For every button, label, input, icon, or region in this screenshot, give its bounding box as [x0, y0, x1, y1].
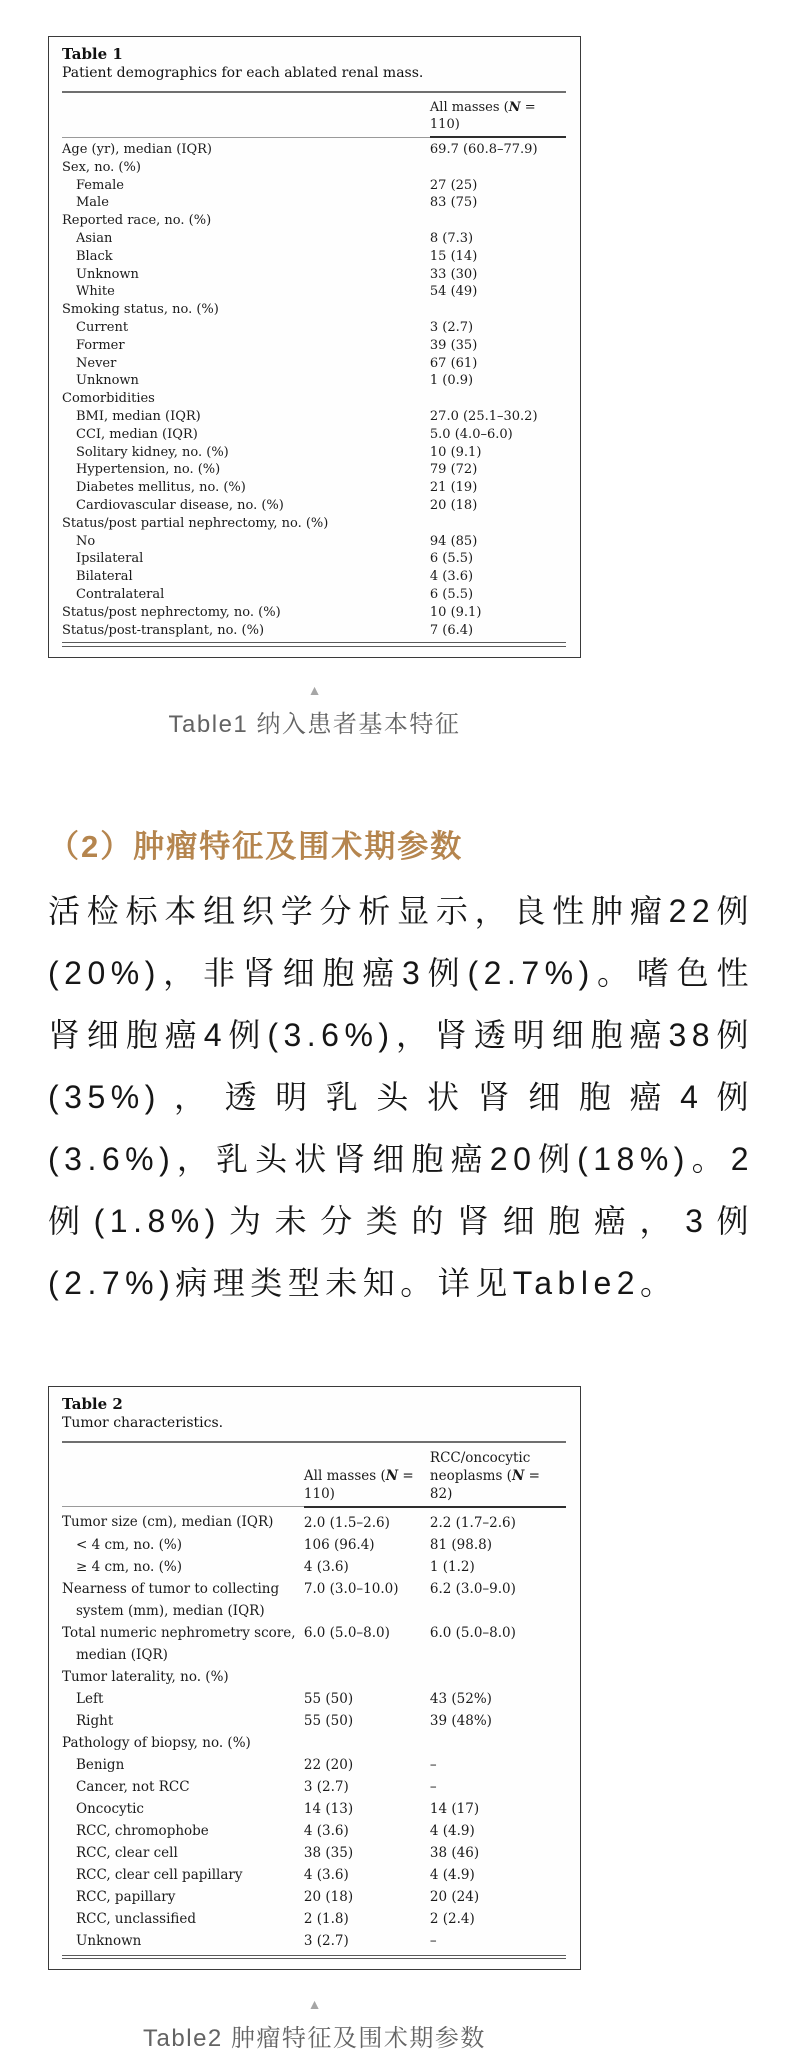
row-label: Solitary kidney, no. (%)	[76, 444, 229, 460]
row-label: Former	[76, 337, 125, 353]
row-value: 10 (9.1)	[429, 604, 482, 620]
table2-col-header-rcc: RCC/oncocytic neoplasms (N = 82)	[430, 1443, 566, 1507]
table-row	[62, 1578, 566, 1622]
row-label: Benign	[76, 1756, 125, 1773]
row-value-all-masses: 4 (3.6)	[303, 1822, 349, 1839]
row-label: Diabetes mellitus, no. (%)	[76, 480, 246, 496]
row-label: < 4 cm, no. (%)	[76, 1536, 182, 1553]
row-value: 1 (0.9)	[429, 373, 474, 389]
row-label: Asian	[76, 230, 113, 246]
table-row	[62, 1556, 566, 1578]
row-value-all-masses: 20 (18)	[303, 1888, 354, 1905]
table-row	[62, 1908, 566, 1930]
row-label: Hypertension, no. (%)	[76, 462, 221, 478]
row-value: 6 (5.5)	[429, 551, 474, 567]
table-row	[62, 479, 566, 497]
table-row	[62, 426, 566, 444]
row-value-all-masses: 38 (35)	[303, 1844, 354, 1861]
row-value: 15 (14)	[429, 248, 478, 264]
table-row	[62, 550, 566, 568]
table1-card	[48, 36, 581, 658]
row-value-all-masses: 4 (3.6)	[303, 1558, 349, 1575]
row-value: 39 (35)	[429, 337, 478, 353]
row-label: Unknown	[76, 1932, 142, 1949]
row-value-rcc: 2 (2.4)	[429, 1910, 475, 1927]
row-label: Oncocytic	[76, 1800, 144, 1817]
table-row	[62, 337, 566, 355]
table1-header-row	[62, 93, 566, 137]
row-value: 5.0 (4.0–6.0)	[429, 426, 513, 442]
row-value-rcc: 43 (52%)	[429, 1690, 492, 1707]
table-row	[62, 497, 566, 515]
table-row	[62, 533, 566, 551]
row-label: Sex, no. (%)	[62, 159, 141, 175]
table-row	[62, 408, 566, 426]
table-row	[62, 1754, 566, 1776]
row-value-all-masses: 2 (1.8)	[303, 1910, 349, 1927]
table-row	[62, 390, 566, 408]
row-label: Ipsilateral	[76, 551, 144, 567]
table1-caption-block	[48, 682, 581, 740]
row-label: Smoking status, no. (%)	[62, 302, 219, 318]
table2-caption-block	[48, 1996, 581, 2054]
up-triangle-icon: ▲	[307, 681, 322, 698]
table2-col-header-all-masses: All masses (N = 110)	[304, 1443, 430, 1507]
row-value-all-masses: 106 (96.4)	[303, 1536, 375, 1553]
row-label: Status/post partial nephrectomy, no. (%)	[62, 515, 329, 531]
table-row	[62, 622, 566, 640]
table-row	[62, 266, 566, 284]
table2-subtitle: Tumor characteristics.	[62, 1414, 224, 1431]
table-row	[62, 568, 566, 586]
row-value-rcc: 6.2 (3.0–9.0)	[429, 1580, 516, 1597]
row-label: Pathology of biopsy, no. (%)	[62, 1734, 251, 1751]
table-row	[62, 1710, 566, 1732]
table-row	[62, 604, 566, 622]
row-label: RCC, clear cell	[76, 1844, 178, 1861]
table-row	[62, 1666, 566, 1688]
table-row	[62, 212, 566, 230]
up-triangle-icon: ▲	[307, 1996, 322, 2013]
page-root	[0, 36, 800, 2053]
table-row	[62, 444, 566, 462]
row-value-all-masses: 22 (20)	[303, 1756, 354, 1773]
row-value-rcc: 4 (4.9)	[429, 1822, 475, 1839]
row-label: Unknown	[76, 266, 139, 282]
row-value: 27 (25)	[429, 177, 478, 193]
table-row	[62, 1776, 566, 1798]
table-row	[62, 1622, 566, 1666]
row-value: 20 (18)	[429, 497, 478, 513]
row-value-all-masses	[304, 1732, 430, 1754]
table-row	[62, 248, 566, 266]
table1-subtitle: Patient demographics for each ablated renal mass.	[62, 65, 424, 81]
row-value-rcc: 39 (48%)	[429, 1712, 492, 1729]
row-value-all-masses: 55 (50)	[303, 1712, 354, 1729]
row-label: Tumor laterality, no. (%)	[62, 1668, 229, 1685]
row-value: 3 (2.7)	[429, 319, 474, 335]
row-label: Left	[76, 1690, 104, 1707]
row-label: Never	[76, 355, 117, 371]
row-value-rcc: 20 (24)	[429, 1888, 480, 1905]
table-row	[62, 137, 566, 159]
row-value-rcc: 1 (1.2)	[429, 1558, 475, 1575]
row-value-all-masses: 3 (2.7)	[303, 1778, 349, 1795]
table-row	[62, 372, 566, 390]
row-value-rcc	[430, 1732, 566, 1754]
table1-col-header: All masses (N = 110)	[430, 93, 566, 137]
section-heading: （2）肿瘤特征及围术期参数	[48, 828, 464, 864]
row-value-all-masses	[304, 1666, 430, 1688]
table-row	[62, 159, 566, 177]
row-value-all-masses: 7.0 (3.0–10.0)	[303, 1580, 399, 1597]
table-row	[62, 1534, 566, 1556]
table-row	[62, 177, 566, 195]
body-paragraph: 活检标本组织学分析显示，良性肿瘤22例(20%)，非肾细胞癌3例(2.7%)。嗜色性肾细胞癌4例(3.6%)，肾透明细胞癌38例(35%)，透明乳头状肾细胞癌4例(3.6%)，乳头状肾细胞癌20例(18%)。2例(1.8%)为未分类的肾细胞癌，3例(2.7%)病理类型未知。详见Table2。	[48, 892, 754, 1301]
row-value-rcc: –	[429, 1756, 437, 1773]
row-label: Tumor size (cm), median (IQR)	[62, 1514, 274, 1531]
row-value-rcc: 81 (98.8)	[429, 1536, 492, 1553]
row-value-all-masses: 3 (2.7)	[303, 1932, 349, 1949]
row-label: Reported race, no. (%)	[62, 213, 212, 229]
row-value: 69.7 (60.8–77.9)	[429, 142, 538, 157]
row-value	[430, 515, 566, 533]
row-value-rcc: –	[429, 1932, 437, 1949]
row-value: 83 (75)	[429, 195, 478, 211]
row-value: 21 (19)	[429, 480, 478, 496]
row-label: Current	[76, 319, 129, 335]
row-value-all-masses: 2.0 (1.5–2.6)	[303, 1514, 390, 1531]
row-label: Age (yr), median (IQR)	[62, 141, 212, 157]
table-row	[62, 1732, 566, 1754]
table-row	[62, 194, 566, 212]
row-label: Female	[76, 177, 124, 193]
table-row	[62, 230, 566, 248]
row-value: 4 (3.6)	[429, 569, 474, 585]
row-value: 6 (5.5)	[429, 586, 474, 602]
table1	[62, 93, 566, 639]
table-row	[62, 1507, 566, 1534]
row-value: 54 (49)	[429, 284, 478, 300]
table-row	[62, 1798, 566, 1820]
row-value: 27.0 (25.1–30.2)	[429, 408, 538, 424]
row-value: 10 (9.1)	[429, 444, 482, 460]
table-row	[62, 515, 566, 533]
table-row	[62, 1688, 566, 1710]
row-label: Total numeric nephrometry score, median (IQR)	[62, 1624, 296, 1663]
row-value-all-masses: 6.0 (5.0–8.0)	[303, 1624, 390, 1641]
table-row	[62, 283, 566, 301]
row-label: CCI, median (IQR)	[76, 426, 198, 442]
row-label: ≥ 4 cm, no. (%)	[76, 1558, 182, 1575]
table2-caption: Table2 肿瘤特征及围术期参数	[143, 2025, 486, 2053]
row-value: 7 (6.4)	[429, 622, 474, 638]
row-label: Nearness of tumor to collecting system (mm), median (IQR)	[62, 1580, 280, 1619]
row-value	[430, 159, 566, 177]
row-value: 94 (85)	[429, 533, 478, 549]
row-value-rcc	[430, 1666, 566, 1688]
table2-header-spacer	[62, 1443, 304, 1507]
table-row	[62, 1930, 566, 1952]
table1-title: Table 1	[62, 45, 123, 63]
table-row	[62, 461, 566, 479]
row-value-all-masses: 14 (13)	[303, 1800, 354, 1817]
row-value-rcc: 2.2 (1.7–2.6)	[429, 1514, 516, 1531]
table2-header-row	[62, 1443, 566, 1507]
table-row	[62, 1886, 566, 1908]
row-value-all-masses: 55 (50)	[303, 1690, 354, 1707]
row-value: 8 (7.3)	[429, 230, 474, 246]
row-label: Right	[76, 1712, 114, 1729]
row-value-rcc: 6.0 (5.0–8.0)	[429, 1624, 516, 1641]
row-label: RCC, clear cell papillary	[76, 1866, 243, 1883]
row-label: BMI, median (IQR)	[76, 408, 201, 424]
row-label: RCC, unclassified	[76, 1910, 197, 1927]
row-label: White	[76, 284, 115, 300]
table-row	[62, 301, 566, 319]
row-label: Status/post nephrectomy, no. (%)	[62, 604, 281, 620]
row-value-rcc: –	[429, 1778, 437, 1795]
table-row	[62, 319, 566, 337]
table1-header-spacer	[62, 93, 430, 137]
row-label: Black	[76, 248, 113, 264]
table-row	[62, 1864, 566, 1886]
row-value-all-masses: 4 (3.6)	[303, 1866, 349, 1883]
table-row	[62, 1820, 566, 1842]
row-label: Male	[76, 195, 109, 211]
row-value-rcc: 4 (4.9)	[429, 1866, 475, 1883]
row-label: RCC, papillary	[76, 1888, 176, 1905]
row-label: Bilateral	[76, 569, 133, 585]
row-value: 33 (30)	[429, 266, 478, 282]
table2-bottom-rule	[62, 1955, 566, 1960]
row-label: Cancer, not RCC	[76, 1778, 190, 1795]
row-value: 67 (61)	[429, 355, 478, 371]
row-label: Unknown	[76, 373, 139, 389]
row-label: Status/post-transplant, no. (%)	[62, 622, 265, 638]
row-value	[430, 390, 566, 408]
row-label: RCC, chromophobe	[76, 1822, 209, 1839]
table2	[62, 1443, 566, 1952]
table1-bottom-rule	[62, 642, 566, 647]
row-value: 79 (72)	[429, 462, 478, 478]
row-label: Cardiovascular disease, no. (%)	[76, 497, 284, 513]
row-value-rcc: 14 (17)	[429, 1800, 480, 1817]
row-label: Contralateral	[76, 586, 165, 602]
table-row	[62, 1842, 566, 1864]
row-label: Comorbidities	[62, 391, 155, 407]
row-label: No	[76, 533, 96, 549]
table-row	[62, 355, 566, 373]
row-value	[430, 212, 566, 230]
row-value	[430, 301, 566, 319]
table-row	[62, 586, 566, 604]
table2-card	[48, 1386, 581, 1971]
row-value-rcc: 38 (46)	[429, 1844, 480, 1861]
table2-title: Table 2	[62, 1394, 123, 1413]
table1-caption: Table1 纳入患者基本特征	[168, 710, 461, 738]
